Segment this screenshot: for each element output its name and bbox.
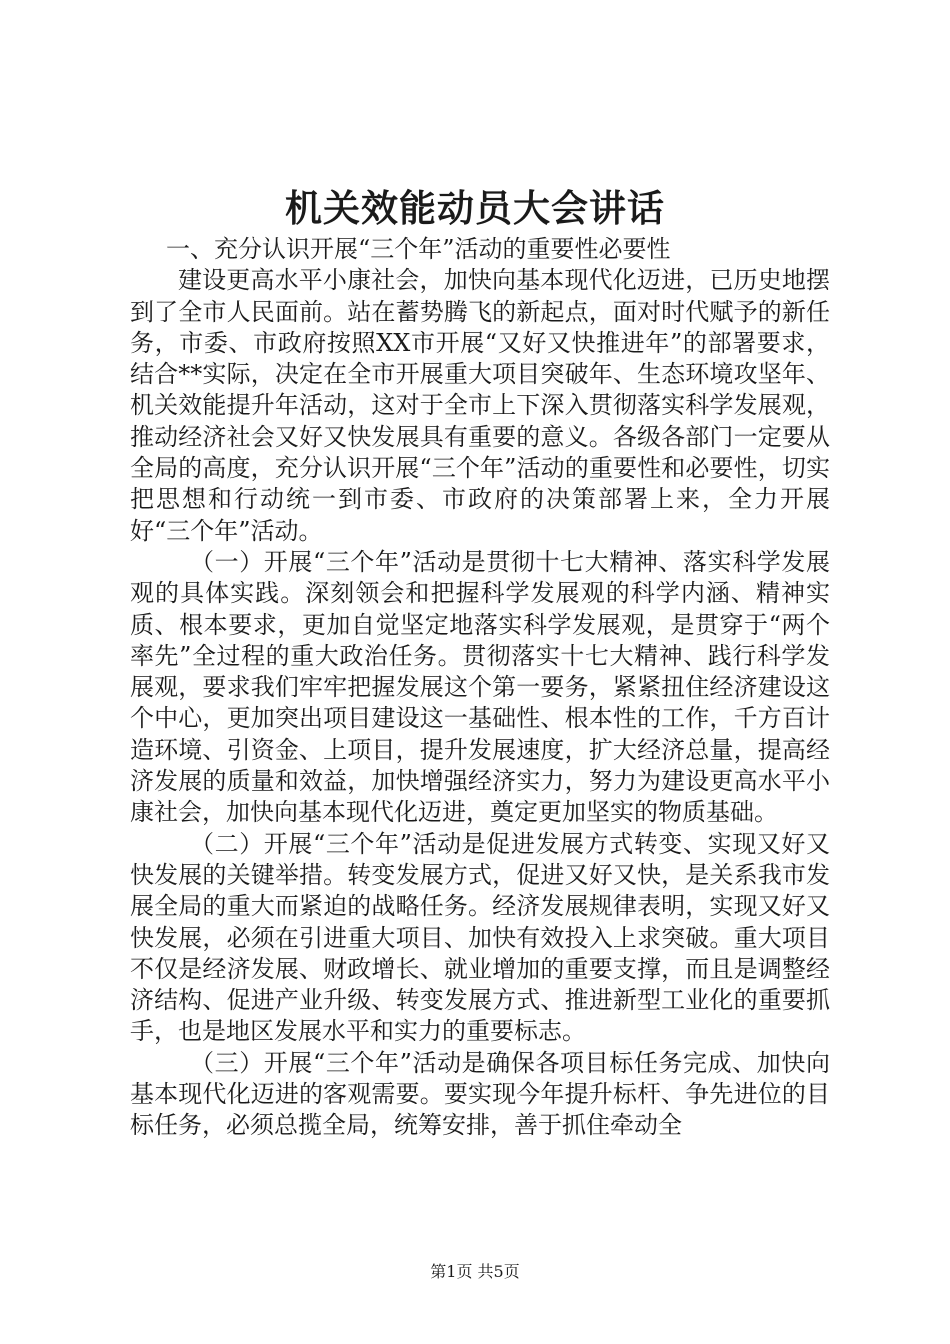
document-body (130, 234, 830, 1142)
paragraph: （一）开展“三个年”活动是贯彻十七大精神、落实科学发展观的具体实践。深刻领会和把握科学发展观的科学内涵、精神实质、根本要求，更加自觉坚定地落实科学发展观，是贯穿于“两个率先”全过程的重大政治任务。贯彻落实十七大精神、践行科学发展观，要求我们牢牢把握发展这个第一要务，紧紧扭住经济建设这个中心，更加突出项目建设这一基础性、根本性的工作，千方百计造环境、引资金、上项目，提升发展速度，扩大经济总量，提高经济发展的质量和效益，加快增强经济实力，努力为建设更高水平小康社会，加快向基本现代化迈进，奠定更加坚实的物质基础。 (130, 547, 830, 827)
section-heading: 一、充分认识开展“三个年”活动的重要性必要性 (166, 235, 671, 263)
paragraph: 建设更高水平小康社会，加快向基本现代化迈进，已历史地摆到了全市人民面前。站在蓄势腾飞的新起点，面对时代赋予的新任务，市委、市政府按照XX市开展“又好又快推进年”的部署要求，结合**实际，决定在全市开展重大项目突破年、生态环境攻坚年、机关效能提升年活动，这对于全市上下深入贯彻落实科学发展观，推动经济社会又好又快发展具有重要的意义。各级各部门一定要从全局的高度，充分认识开展“三个年”活动的重要性和必要性，切实把思想和行动统一到市委、市政府的决策部署上来，全力开展好“三个年”活动。 (130, 266, 830, 545)
paragraph: （三）开展“三个年”活动是确保各项目标任务完成、加快向基本现代化迈进的客观需要。要实现今年提升标杆、争先进位的目标任务，必须总揽全局，统筹安排，善于抓住牵动全 (130, 1048, 830, 1140)
paragraph: （二）开展“三个年”活动是促进发展方式转变、实现又好又快发展的关键举措。转变发展方式，促进又好又快，是关系我市发展全局的重大而紧迫的战略任务。经济发展规律表明，实现又好又快发展，必须在引进重大项目、加快有效投入上求突破。重大项目不仅是经济发展、财政增长、就业增加的重要支撑，而且是调整经济结构、促进产业升级、转变发展方式、推进新型工业化的重要抓手，也是地区发展水平和实力的重要标志。 (130, 829, 830, 1046)
document-title: 机关效能动员大会讲话 (285, 186, 665, 230)
page-footer: 第1页 共5页 (430, 1262, 520, 1281)
